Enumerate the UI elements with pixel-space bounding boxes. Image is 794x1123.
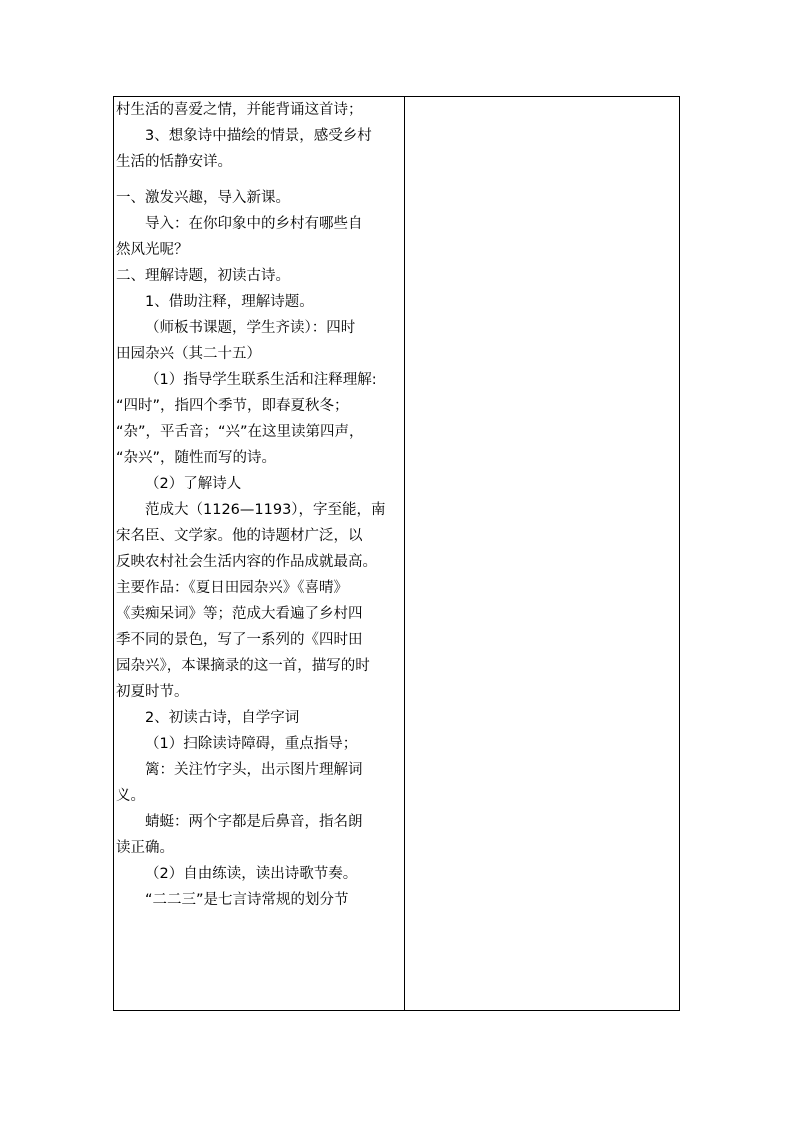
text-line: “杂”，平舌音；“兴”在这里读第四声， [116,424,364,440]
text-line: 蜻蜓：两个字都是后鼻音，指名朗 [145,814,363,830]
text-line: 村生活的喜爱之情，并能背诵这首诗； [116,102,363,118]
text-line: 范成大（1126—1193），字至能，南 [145,502,386,518]
text-line: （2）自由练读，读出诗歌节奏。 [145,866,358,882]
text-line: “二二三”是七言诗常规的划分节 [145,892,349,908]
text-line: 宋名臣、文学家。他的诗题材广泛，以 [116,528,363,544]
text-line: 反映农村社会生活内容的作品成就最高。 [116,554,377,570]
text-line: 生活的恬静安详。 [116,154,232,170]
text-line: （1）扫除读诗障碍，重点指导； [145,736,358,752]
notes-cell [405,97,679,1010]
text-line: （师板书课题，学生齐读）：四时 [145,320,356,336]
text-line: 然风光呢？ [116,242,189,258]
text-line: 篱：关注竹字头，出示图片理解词 [145,762,363,778]
text-line: 读正确。 [116,840,174,856]
text-line: “四时”，指四个季节，即春夏秋冬； [116,398,349,414]
text-line: 导入：在你印象中的乡村有哪些自 [145,216,363,232]
text-line: 1、借助注释，理解诗题。 [145,294,314,310]
text-line: 主要作品：《夏日田园杂兴》《喜晴》 [116,580,348,596]
text-line: 2、初读古诗，自学字词 [145,710,300,726]
text-line: 义。 [116,788,145,804]
text-line: 《卖痴呆词》等；范成大看遍了乡村四 [116,606,363,622]
text-line: 田园杂兴（其二十五） [116,346,261,362]
text-line: 3、想象诗中描绘的情景，感受乡村 [145,128,372,144]
section-heading: 一、激发兴趣，导入新课。 [116,190,290,206]
text-line: 园杂兴》，本课摘录的这一首，描写的时 [116,658,370,674]
text-line: 季不同的景色，写了一系列的《四时田 [116,632,363,648]
text-line: 初夏时节。 [116,684,189,700]
text-line: （1）指导学生联系生活和注释理解: [145,372,377,388]
section-heading: 二、理解诗题，初读古诗。 [116,268,290,284]
text-line: （2）了解诗人 [145,476,242,492]
lesson-table [113,96,680,1011]
lesson-content-cell [116,97,404,913]
text-line: “杂兴”，随性而写的诗。 [116,450,277,466]
